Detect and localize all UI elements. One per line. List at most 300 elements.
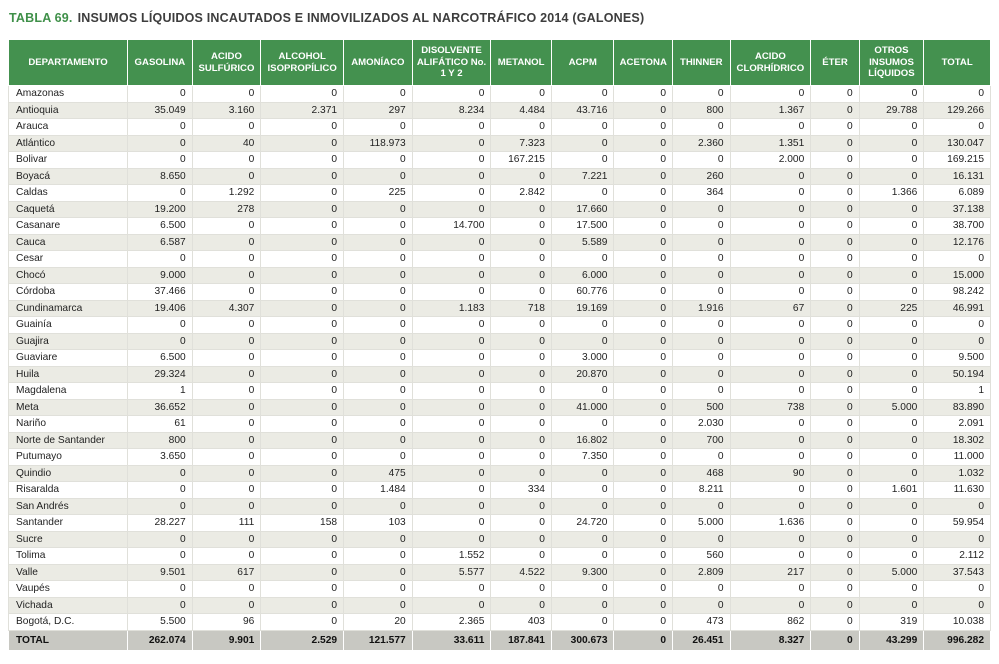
column-header: THINNER (673, 40, 731, 86)
value-cell: 0 (730, 185, 811, 202)
value-cell: 0 (924, 119, 991, 136)
value-cell: 0 (128, 333, 193, 350)
value-cell: 0 (261, 564, 344, 581)
row-label-departamento: Risaralda (9, 482, 128, 499)
value-cell: 0 (344, 581, 413, 598)
value-cell: 0 (614, 498, 673, 515)
value-cell: 0 (730, 597, 811, 614)
value-cell: 4.522 (491, 564, 552, 581)
value-cell: 0 (859, 449, 924, 466)
value-cell: 0 (128, 185, 193, 202)
value-cell: 90 (730, 465, 811, 482)
value-cell: 0 (614, 86, 673, 103)
value-cell: 15.000 (924, 267, 991, 284)
value-cell: 5.577 (412, 564, 491, 581)
value-cell: 0 (344, 548, 413, 565)
value-cell: 0 (551, 383, 614, 400)
table-row (9, 498, 991, 515)
column-header: DEPARTAMENTO (9, 40, 128, 86)
total-value-cell: 996.282 (924, 630, 991, 650)
table-row (9, 548, 991, 565)
value-cell: 0 (614, 548, 673, 565)
value-cell: 0 (412, 366, 491, 383)
value-cell: 738 (730, 399, 811, 416)
value-cell: 41.000 (551, 399, 614, 416)
value-cell: 0 (811, 482, 859, 499)
value-cell: 0 (614, 416, 673, 433)
column-header: OTROS INSUMOS LÍQUIDOS (859, 40, 924, 86)
value-cell: 0 (811, 564, 859, 581)
row-label-departamento: Casanare (9, 218, 128, 235)
value-cell: 0 (924, 251, 991, 268)
value-cell: 169.215 (924, 152, 991, 169)
value-cell: 0 (614, 432, 673, 449)
value-cell: 0 (344, 432, 413, 449)
value-cell: 0 (491, 399, 552, 416)
value-cell: 0 (491, 416, 552, 433)
value-cell: 0 (412, 416, 491, 433)
value-cell: 0 (730, 416, 811, 433)
value-cell: 0 (859, 168, 924, 185)
total-label: TOTAL (9, 630, 128, 650)
value-cell: 6.000 (551, 267, 614, 284)
value-cell: 7.221 (551, 168, 614, 185)
value-cell: 20.870 (551, 366, 614, 383)
value-cell: 0 (730, 432, 811, 449)
row-label-departamento: Atlántico (9, 135, 128, 152)
value-cell: 1.601 (859, 482, 924, 499)
value-cell: 0 (491, 432, 552, 449)
value-cell: 0 (924, 317, 991, 334)
value-cell: 0 (344, 531, 413, 548)
table-row (9, 234, 991, 251)
value-cell: 0 (811, 548, 859, 565)
value-cell: 0 (344, 152, 413, 169)
value-cell: 36.652 (128, 399, 193, 416)
value-cell: 0 (614, 399, 673, 416)
value-cell: 5.000 (859, 399, 924, 416)
value-cell: 0 (491, 581, 552, 598)
row-label-departamento: Guaviare (9, 350, 128, 367)
value-cell: 0 (261, 383, 344, 400)
value-cell: 0 (924, 581, 991, 598)
value-cell: 0 (924, 333, 991, 350)
value-cell: 7.350 (551, 449, 614, 466)
value-cell: 1.351 (730, 135, 811, 152)
value-cell: 0 (859, 548, 924, 565)
value-cell: 0 (730, 449, 811, 466)
value-cell: 19.169 (551, 300, 614, 317)
value-cell: 0 (730, 581, 811, 598)
value-cell: 0 (859, 350, 924, 367)
row-label-departamento: Boyacá (9, 168, 128, 185)
row-label-departamento: Cauca (9, 234, 128, 251)
value-cell: 0 (261, 449, 344, 466)
value-cell: 4.484 (491, 102, 552, 119)
table-row (9, 267, 991, 284)
value-cell: 0 (924, 86, 991, 103)
value-cell: 1.916 (673, 300, 731, 317)
total-value-cell: 8.327 (730, 630, 811, 650)
value-cell: 158 (261, 515, 344, 532)
value-cell: 0 (261, 317, 344, 334)
value-cell: 0 (412, 449, 491, 466)
value-cell: 0 (412, 482, 491, 499)
value-cell: 2.809 (673, 564, 731, 581)
value-cell: 0 (673, 449, 731, 466)
value-cell: 0 (192, 267, 261, 284)
value-cell: 0 (192, 498, 261, 515)
value-cell: 11.000 (924, 449, 991, 466)
value-cell: 0 (344, 300, 413, 317)
value-cell: 18.302 (924, 432, 991, 449)
value-cell: 0 (673, 201, 731, 218)
value-cell: 0 (192, 548, 261, 565)
value-cell: 0 (811, 234, 859, 251)
value-cell: 0 (859, 86, 924, 103)
value-cell: 0 (192, 284, 261, 301)
value-cell: 0 (412, 201, 491, 218)
value-cell: 0 (261, 498, 344, 515)
row-label-departamento: Nariño (9, 416, 128, 433)
value-cell: 0 (811, 498, 859, 515)
value-cell: 0 (614, 168, 673, 185)
value-cell: 0 (344, 267, 413, 284)
value-cell: 8.234 (412, 102, 491, 119)
value-cell: 260 (673, 168, 731, 185)
value-cell: 4.307 (192, 300, 261, 317)
value-cell: 0 (344, 284, 413, 301)
total-value-cell: 187.841 (491, 630, 552, 650)
value-cell: 1 (128, 383, 193, 400)
column-header: ACETONA (614, 40, 673, 86)
value-cell: 0 (614, 614, 673, 631)
value-cell: 0 (811, 515, 859, 532)
value-cell: 2.030 (673, 416, 731, 433)
value-cell: 0 (673, 251, 731, 268)
value-cell: 617 (192, 564, 261, 581)
value-cell: 0 (491, 366, 552, 383)
value-cell: 800 (128, 432, 193, 449)
value-cell: 0 (491, 251, 552, 268)
value-cell: 17.500 (551, 218, 614, 235)
value-cell: 0 (551, 251, 614, 268)
value-cell: 0 (614, 333, 673, 350)
value-cell: 0 (344, 498, 413, 515)
row-label-departamento: Sucre (9, 531, 128, 548)
table-row (9, 86, 991, 103)
table-header (9, 40, 991, 86)
value-cell: 0 (673, 333, 731, 350)
value-cell: 2.842 (491, 185, 552, 202)
value-cell: 0 (412, 251, 491, 268)
value-cell: 0 (412, 185, 491, 202)
value-cell: 0 (128, 152, 193, 169)
value-cell: 0 (811, 168, 859, 185)
value-cell: 0 (614, 102, 673, 119)
value-cell: 118.973 (344, 135, 413, 152)
table-row (9, 218, 991, 235)
value-cell: 0 (859, 531, 924, 548)
value-cell: 0 (491, 119, 552, 136)
value-cell: 0 (673, 267, 731, 284)
value-cell: 364 (673, 185, 731, 202)
table-row (9, 300, 991, 317)
value-cell: 0 (551, 185, 614, 202)
value-cell: 0 (811, 350, 859, 367)
value-cell: 0 (128, 482, 193, 499)
value-cell: 0 (261, 432, 344, 449)
value-cell: 0 (261, 119, 344, 136)
value-cell: 0 (673, 119, 731, 136)
value-cell: 0 (344, 350, 413, 367)
value-cell: 0 (491, 449, 552, 466)
value-cell: 0 (192, 366, 261, 383)
value-cell: 0 (261, 218, 344, 235)
value-cell: 0 (412, 531, 491, 548)
value-cell: 0 (491, 234, 552, 251)
value-cell: 0 (192, 531, 261, 548)
value-cell: 0 (412, 168, 491, 185)
total-value-cell: 262.074 (128, 630, 193, 650)
value-cell: 7.323 (491, 135, 552, 152)
value-cell: 0 (859, 432, 924, 449)
total-row (9, 630, 991, 650)
value-cell: 10.038 (924, 614, 991, 631)
value-cell: 24.720 (551, 515, 614, 532)
value-cell: 0 (811, 416, 859, 433)
value-cell: 0 (811, 465, 859, 482)
value-cell: 0 (344, 234, 413, 251)
value-cell: 0 (614, 119, 673, 136)
table-caption (9, 10, 991, 26)
value-cell: 0 (192, 465, 261, 482)
value-cell: 1.032 (924, 465, 991, 482)
value-cell: 1.484 (344, 482, 413, 499)
row-label-departamento: Quindio (9, 465, 128, 482)
value-cell: 0 (859, 515, 924, 532)
value-cell: 1.552 (412, 548, 491, 565)
value-cell: 2.371 (261, 102, 344, 119)
value-cell: 37.466 (128, 284, 193, 301)
table-row (9, 168, 991, 185)
value-cell: 0 (614, 251, 673, 268)
value-cell: 0 (261, 152, 344, 169)
value-cell: 0 (491, 531, 552, 548)
row-label-departamento: Putumayo (9, 449, 128, 466)
value-cell: 0 (192, 432, 261, 449)
value-cell: 50.194 (924, 366, 991, 383)
table-row (9, 449, 991, 466)
value-cell: 297 (344, 102, 413, 119)
value-cell: 0 (730, 366, 811, 383)
value-cell: 0 (614, 564, 673, 581)
value-cell: 129.266 (924, 102, 991, 119)
column-header: ACPM (551, 40, 614, 86)
value-cell: 0 (412, 350, 491, 367)
table-row (9, 152, 991, 169)
value-cell: 0 (614, 201, 673, 218)
value-cell: 8.650 (128, 168, 193, 185)
value-cell: 0 (412, 581, 491, 598)
row-label-departamento: Caquetá (9, 201, 128, 218)
value-cell: 0 (811, 185, 859, 202)
value-cell: 0 (128, 597, 193, 614)
value-cell: 2.112 (924, 548, 991, 565)
total-value-cell: 43.299 (859, 630, 924, 650)
value-cell: 111 (192, 515, 261, 532)
value-cell: 1.183 (412, 300, 491, 317)
value-cell: 0 (344, 597, 413, 614)
value-cell: 0 (261, 86, 344, 103)
row-label-departamento: Valle (9, 564, 128, 581)
value-cell: 0 (859, 251, 924, 268)
table-footer (9, 630, 991, 650)
value-cell: 46.991 (924, 300, 991, 317)
value-cell: 0 (261, 482, 344, 499)
value-cell: 35.049 (128, 102, 193, 119)
value-cell: 0 (614, 234, 673, 251)
value-cell: 40 (192, 135, 261, 152)
value-cell: 0 (192, 168, 261, 185)
value-cell: 3.650 (128, 449, 193, 466)
value-cell: 0 (614, 581, 673, 598)
value-cell: 0 (491, 498, 552, 515)
value-cell: 0 (192, 399, 261, 416)
total-value-cell: 0 (614, 630, 673, 650)
value-cell: 0 (730, 218, 811, 235)
value-cell: 0 (859, 317, 924, 334)
value-cell: 0 (261, 548, 344, 565)
value-cell: 0 (192, 251, 261, 268)
row-label-departamento: Cundinamarca (9, 300, 128, 317)
value-cell: 0 (344, 399, 413, 416)
value-cell: 0 (730, 234, 811, 251)
value-cell: 3.160 (192, 102, 261, 119)
value-cell: 0 (614, 284, 673, 301)
value-cell: 17.660 (551, 201, 614, 218)
value-cell: 0 (673, 317, 731, 334)
value-cell: 0 (491, 201, 552, 218)
value-cell: 0 (859, 218, 924, 235)
value-cell: 0 (192, 416, 261, 433)
total-value-cell: 26.451 (673, 630, 731, 650)
value-cell: 0 (192, 333, 261, 350)
value-cell: 0 (811, 284, 859, 301)
value-cell: 0 (128, 86, 193, 103)
value-cell: 225 (859, 300, 924, 317)
value-cell: 2.091 (924, 416, 991, 433)
value-cell: 0 (673, 597, 731, 614)
value-cell: 0 (730, 317, 811, 334)
value-cell: 37.138 (924, 201, 991, 218)
table-row (9, 201, 991, 218)
value-cell: 0 (811, 333, 859, 350)
value-cell: 14.700 (412, 218, 491, 235)
value-cell: 0 (261, 267, 344, 284)
value-cell: 0 (673, 234, 731, 251)
value-cell: 0 (614, 185, 673, 202)
value-cell: 0 (551, 581, 614, 598)
value-cell: 0 (614, 597, 673, 614)
value-cell: 0 (614, 317, 673, 334)
column-header: TOTAL (924, 40, 991, 86)
value-cell: 0 (192, 597, 261, 614)
value-cell: 0 (192, 218, 261, 235)
value-cell: 1.636 (730, 515, 811, 532)
value-cell: 0 (491, 333, 552, 350)
value-cell: 29.788 (859, 102, 924, 119)
value-cell: 0 (261, 366, 344, 383)
value-cell: 0 (128, 498, 193, 515)
row-label-departamento: Huila (9, 366, 128, 383)
value-cell: 43.716 (551, 102, 614, 119)
value-cell: 0 (673, 366, 731, 383)
value-cell: 16.131 (924, 168, 991, 185)
table-row (9, 383, 991, 400)
value-cell: 6.587 (128, 234, 193, 251)
value-cell: 0 (614, 218, 673, 235)
value-cell: 0 (673, 383, 731, 400)
total-value-cell: 2.529 (261, 630, 344, 650)
row-label-departamento: Meta (9, 399, 128, 416)
value-cell: 6.500 (128, 218, 193, 235)
value-cell: 0 (412, 234, 491, 251)
value-cell: 0 (859, 498, 924, 515)
value-cell: 0 (128, 135, 193, 152)
value-cell: 500 (673, 399, 731, 416)
value-cell: 0 (261, 234, 344, 251)
value-cell: 0 (859, 383, 924, 400)
value-cell: 0 (673, 284, 731, 301)
value-cell: 0 (192, 449, 261, 466)
value-cell: 0 (811, 317, 859, 334)
value-cell: 225 (344, 185, 413, 202)
value-cell: 0 (673, 152, 731, 169)
value-cell: 20 (344, 614, 413, 631)
value-cell: 0 (344, 366, 413, 383)
row-label-departamento: Bolivar (9, 152, 128, 169)
value-cell: 0 (859, 333, 924, 350)
value-cell: 0 (344, 201, 413, 218)
value-cell: 0 (491, 597, 552, 614)
column-header: GASOLINA (128, 40, 193, 86)
value-cell: 0 (412, 152, 491, 169)
value-cell: 0 (412, 515, 491, 532)
value-cell: 0 (730, 251, 811, 268)
value-cell: 0 (412, 498, 491, 515)
value-cell: 0 (261, 465, 344, 482)
table-row (9, 366, 991, 383)
total-value-cell: 300.673 (551, 630, 614, 650)
value-cell: 0 (551, 416, 614, 433)
value-cell: 0 (811, 102, 859, 119)
value-cell: 0 (261, 614, 344, 631)
value-cell: 0 (730, 498, 811, 515)
table-row (9, 482, 991, 499)
value-cell: 0 (673, 498, 731, 515)
value-cell: 0 (491, 267, 552, 284)
value-cell: 0 (614, 383, 673, 400)
value-cell: 0 (614, 350, 673, 367)
value-cell: 0 (412, 317, 491, 334)
value-cell: 0 (730, 350, 811, 367)
value-cell: 0 (412, 267, 491, 284)
column-header: ACIDO CLORHÍDRICO (730, 40, 811, 86)
value-cell: 0 (491, 548, 552, 565)
value-cell: 0 (859, 366, 924, 383)
value-cell: 0 (491, 515, 552, 532)
